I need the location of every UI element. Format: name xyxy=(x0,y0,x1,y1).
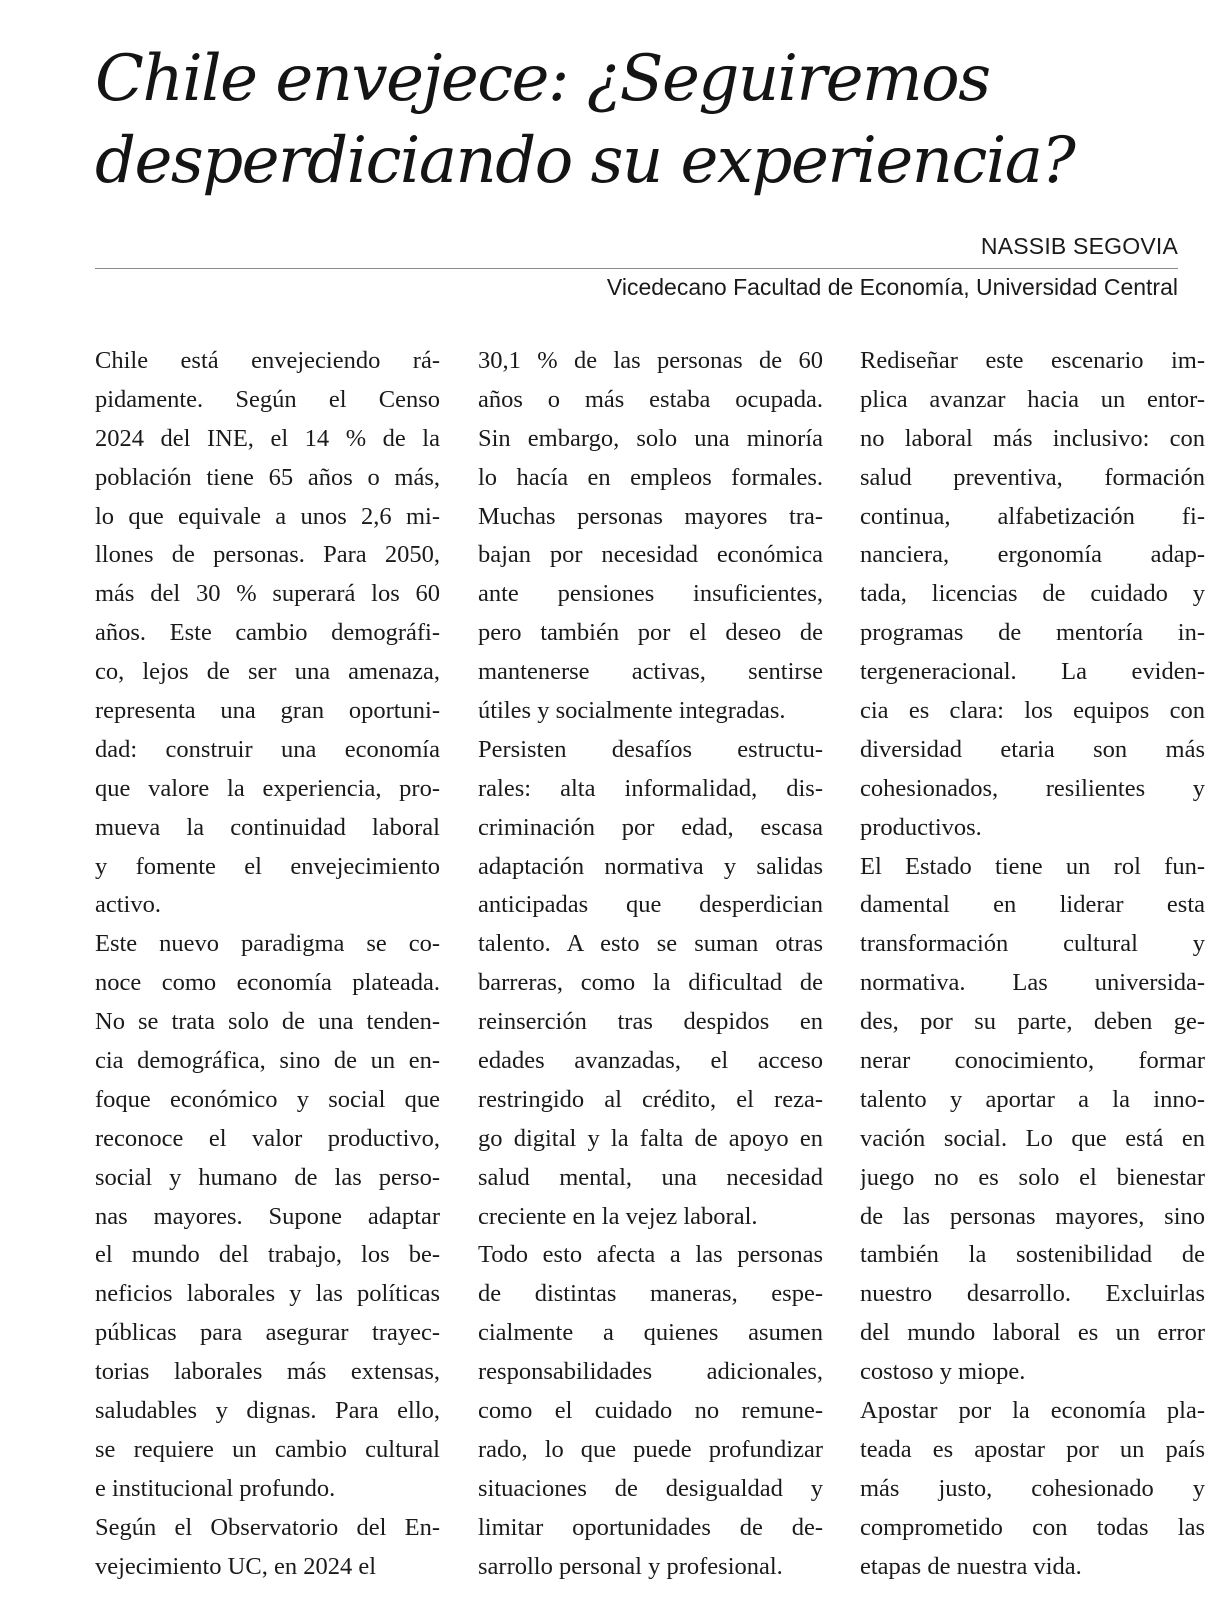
article-text-line: años. Este cambio demográfi- xyxy=(95,619,440,647)
article-text-line: y fomente el envejecimiento xyxy=(95,852,440,880)
article-text-line: anticipadas que desperdician xyxy=(478,891,823,919)
article-text-line: 30,1 % de las personas de 60 xyxy=(478,347,823,374)
article-text-line: noce como economía plateada. xyxy=(95,969,440,997)
article-text-line: Según el Observatorio del En- xyxy=(95,1513,440,1541)
article-text-line: lo hacía en empleos formales. xyxy=(478,463,823,491)
article-text-line: rales: alta informalidad, dis- xyxy=(478,774,823,802)
article-text-line: restringido al crédito, el reza- xyxy=(478,1085,823,1113)
article-text-line: públicas para asegurar trayec- xyxy=(95,1319,440,1347)
article-text-line: etapas de nuestra vida. xyxy=(860,1552,1082,1580)
author-name: NASSIB SEGOVIA xyxy=(980,233,1178,259)
article-text-line: rado, lo que puede profundizar xyxy=(478,1435,823,1463)
article-text-line: criminación por edad, escasa xyxy=(478,813,823,841)
article-text-line: útiles y socialmente integradas. xyxy=(478,697,786,725)
article-text-line: costoso y miope. xyxy=(860,1358,1026,1386)
article-text-line: saludables y dignas. Para ello, xyxy=(95,1397,440,1425)
article-text-line: lo que equivale a unos 2,6 mi- xyxy=(95,502,440,530)
article-text-line: años o más estaba ocupada. xyxy=(478,385,823,413)
article-text-line: tergeneracional. La eviden- xyxy=(860,658,1205,686)
article-text-line: adaptación normativa y salidas xyxy=(478,852,823,880)
article-text-line: reconoce el valor productivo, xyxy=(95,1124,440,1152)
article-text-line: barreras, como la dificultad de xyxy=(478,969,823,997)
article-text-line: e institucional profundo. xyxy=(95,1474,336,1502)
article-text-line: situaciones de desigualdad y xyxy=(478,1474,823,1502)
article-text-line: sarrollo personal y profesional. xyxy=(478,1552,783,1580)
article-text-line: No se trata solo de una tenden- xyxy=(95,1008,440,1036)
article-text-line: go digital y la falta de apoyo en xyxy=(478,1124,823,1152)
body-column-2 xyxy=(478,342,823,1587)
headline-line: desperdiciando su experiencia? xyxy=(95,124,1075,198)
article-text-line: transformación cultural y xyxy=(860,930,1205,958)
article-text-line: plica avanzar hacia un entor- xyxy=(860,385,1205,413)
article-text-line: pero también por el deseo de xyxy=(478,619,823,647)
article-text-line: que valore la experiencia, pro- xyxy=(95,774,440,802)
article-text-line: pidamente. Según el Censo xyxy=(95,385,440,413)
article-text-line: normativa. Las universida- xyxy=(860,969,1205,997)
article-text-line: talento y aportar a la inno- xyxy=(860,1085,1205,1113)
article-text-line: vejecimiento UC, en 2024 el xyxy=(95,1552,376,1580)
article-text-line: nanciera, ergonomía adap- xyxy=(860,541,1205,569)
article-text-line: representa una gran oportuni- xyxy=(95,697,440,725)
article-text-line: Sin embargo, solo una minoría xyxy=(478,424,823,452)
article-text-line: se requiere un cambio cultural xyxy=(95,1435,440,1463)
article-text-line: como el cuidado no remune- xyxy=(478,1397,823,1425)
article-text-line: salud preventiva, formación xyxy=(860,463,1205,491)
article-text-line: más justo, cohesionado y xyxy=(860,1474,1205,1502)
article-text-line: torias laborales más extensas, xyxy=(95,1358,440,1386)
article-text-line: reinserción tras despidos en xyxy=(478,1008,823,1036)
article-text-line: más del 30 % superará los 60 xyxy=(95,580,440,608)
article-text-line: creciente en la vejez laboral. xyxy=(478,1202,758,1230)
article-text-line: limitar oportunidades de de- xyxy=(478,1513,823,1541)
article-headline xyxy=(95,38,1175,202)
article-text-line: des, por su parte, deben ge- xyxy=(860,1008,1205,1036)
article-text-line: comprometido con todas las xyxy=(860,1513,1205,1541)
article-text-line: mueva la continuidad laboral xyxy=(95,813,440,841)
article-text-line: damental en liderar esta xyxy=(860,891,1205,919)
article-text-line: población tiene 65 años o más, xyxy=(95,463,440,491)
article-text-line: cohesionados, resilientes y xyxy=(860,774,1205,802)
article-text-line: nuestro desarrollo. Excluirlas xyxy=(860,1280,1205,1308)
article-text-line: responsabilidades adicionales, xyxy=(478,1358,823,1386)
article-text-line: continua, alfabetización fi- xyxy=(860,502,1205,530)
article-text-line: Este nuevo paradigma se co- xyxy=(95,930,440,958)
article-text-line: teada es apostar por un país xyxy=(860,1435,1205,1463)
body-column-3 xyxy=(860,342,1205,1587)
article-text-line: llones de personas. Para 2050, xyxy=(95,541,440,569)
body-column-1 xyxy=(95,342,440,1587)
author-affiliation: Vicedecano Facultad de Economía, Universidad Central xyxy=(606,274,1178,300)
article-text-line: social y humano de las perso- xyxy=(95,1163,440,1191)
article-text-line: tada, licencias de cuidado y xyxy=(860,580,1205,608)
article-text-line: cia es clara: los equipos con xyxy=(860,697,1205,725)
article-text-line: vación social. Lo que está en xyxy=(860,1124,1205,1152)
article-text-line: de distintas maneras, espe- xyxy=(478,1280,823,1308)
headline-line: Chile envejece: ¿Seguiremos xyxy=(95,42,990,116)
article-text-line: bajan por necesidad económica xyxy=(478,541,823,569)
article-text-line: el mundo del trabajo, los be- xyxy=(95,1241,440,1269)
article-text-line: foque económico y social que xyxy=(95,1085,440,1113)
article-text-line: Todo esto afecta a las personas xyxy=(478,1241,823,1269)
article-text-line: nas mayores. Supone adaptar xyxy=(95,1202,440,1230)
article-text-line: de las personas mayores, sino xyxy=(860,1202,1205,1230)
article-text-line: edades avanzadas, el acceso xyxy=(478,1047,823,1075)
article-text-line: Apostar por la economía pla- xyxy=(860,1397,1205,1425)
article-text-line: salud mental, una necesidad xyxy=(478,1163,823,1191)
article-text-line: activo. xyxy=(95,891,161,919)
article-text-line: 2024 del INE, el 14 % de la xyxy=(95,424,440,452)
article-text-line: nerar conocimiento, formar xyxy=(860,1047,1205,1075)
article-text-line: Chile está envejeciendo rá- xyxy=(95,347,440,374)
article-text-line: Muchas personas mayores tra- xyxy=(478,502,823,530)
article-text-line: del mundo laboral es un error xyxy=(860,1319,1205,1347)
article-text-line: cialmente a quienes asumen xyxy=(478,1319,823,1347)
article-text-line: mantenerse activas, sentirse xyxy=(478,658,823,686)
article-text-line: juego no es solo el bienestar xyxy=(860,1163,1205,1191)
article-text-line: no laboral más inclusivo: con xyxy=(860,424,1205,452)
article-text-line: diversidad etaria son más xyxy=(860,735,1205,763)
article-text-line: cia demográfica, sino de un en- xyxy=(95,1047,440,1075)
article-text-line: co, lejos de ser una amenaza, xyxy=(95,658,440,686)
article-text-line: Rediseñar este escenario im- xyxy=(860,347,1205,374)
article-text-line: neficios laborales y las políticas xyxy=(95,1280,440,1308)
article-text-line: ante pensiones insuficientes, xyxy=(478,580,823,608)
article-text-line: productivos. xyxy=(860,813,982,841)
article-text-line: Persisten desafíos estructu- xyxy=(478,735,823,763)
article-text-line: programas de mentoría in- xyxy=(860,619,1205,647)
article-text-line: talento. A esto se suman otras xyxy=(478,930,823,958)
article-text-line: dad: construir una economía xyxy=(95,735,440,763)
article-text-line: también la sostenibilidad de xyxy=(860,1241,1205,1269)
byline-divider xyxy=(95,268,1178,269)
article-text-line: El Estado tiene un rol fun- xyxy=(860,852,1205,880)
